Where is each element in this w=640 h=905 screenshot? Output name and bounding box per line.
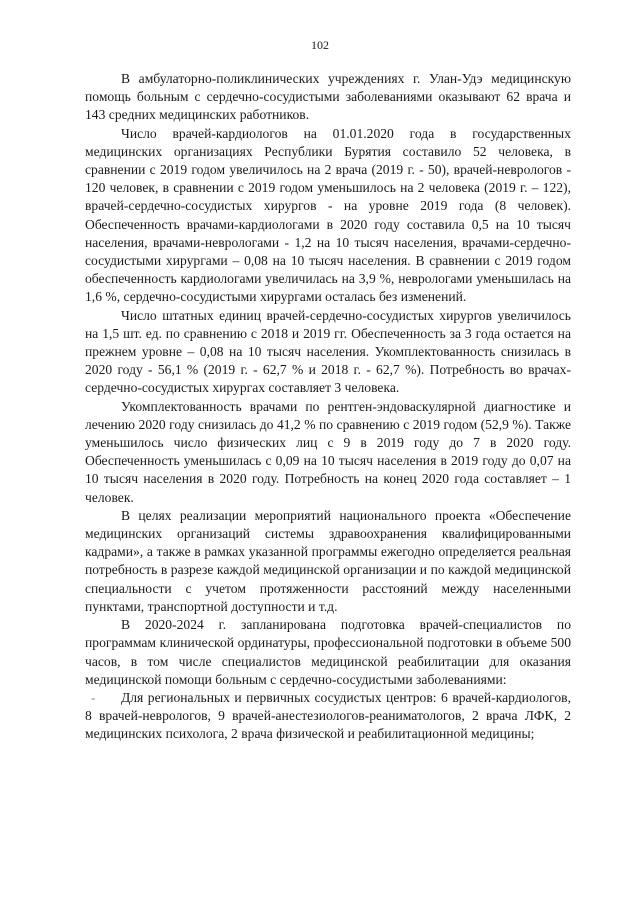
paragraph-training-plan: В 2020-2024 г. запланирована подготовка врачей-специалистов по программам клинической ординатуры, профессиональной подготовки в объеме 500 часов, в том числе специалистов медицинской реабилитации для оказания медицинской помощи больным с сердечно-сосудистыми заболеваниями: <box>85 617 571 687</box>
paragraph-national-project: В целях реализации мероприятий национального проекта «Обеспечение медицинских организаций системы здравоохранения квалифицированными кадрами», а также в рамках указанной программы ежегодно определяется реальная потребность в разрезе каждой медицинской организации и по каждой медицинской специальности с учетом протяженности расстояний между населенными пунктами, транспортной доступности и т.д. <box>85 507 571 614</box>
page-number: 102 <box>311 38 329 52</box>
document-body <box>85 70 571 744</box>
paragraph-cardiologists-count: Число врачей-кардиологов на 01.01.2020 года в государственных медицинских организациях Республики Бурятия составило 52 человека, в сравнении с 2019 годом увеличилось на 2 врача (2019 г. - 50), врачей-неврологов - 120 человек, в сравнении с 2019 годом уменьшилось на 2 человека (2019 г. – 122), врачей-сердечно-сосудистых хирургов - на уровне 2019 года (8 человек). Обеспеченность врачами-кардиологами в 2020 году составила 0,5 на 10 тысяч населения, врачами-неврологами - 1,2 на 10 тысяч населения, врачами-сердечно-сосудистыми хирургами – 0,08 на 10 тысяч населения. В сравнении с 2019 годом обеспеченность кардиологами увеличилась на 3,9 %, неврологами уменьшилась на 1,6 %, сердечно-сосудистыми хирургами осталась без изменений. <box>85 125 571 305</box>
list-item <box>85 689 571 744</box>
list-marker: - <box>91 689 96 705</box>
paragraph-endovascular-staffing: Укомплектованность врачами по рентген-эндоваскулярной диагностике и лечению 2020 году снизилась до 41,2 % по сравнению с 2019 годом (52,9 %). Также уменьшилось число физических лиц с 9 в 2019 году до 7 в 2020 году. Обеспеченность уменьшилась с 0,09 на 10 тысяч населения в 2019 году до 0,07 на 10 тысяч населения в 2020 году. Потребность на конец 2020 года составляет – 1 человек. <box>85 398 571 505</box>
paragraph-outpatient-care: В амбулаторно-поликлинических учреждениях г. Улан-Удэ медицинскую помощь больным с сердечно-сосудистыми заболеваниями оказывают 62 врача и 143 средних медицинских работников. <box>85 71 571 123</box>
list-item-text: Для региональных и первичных сосудистых центров: 6 врачей-кардиологов, 8 врачей-неврологов, 9 врачей-анестезиологов-реаниматологов, 2 врача ЛФК, 2 медицинских психолога, 2 врача физической и реабилитационной медицины; <box>85 689 571 742</box>
paragraph-vascular-surgeons: Число штатных единиц врачей-сердечно-сосудистых хирургов увеличилось на 1,5 шт. ед. по сравнению с 2018 и 2019 гг. Обеспеченность за 3 года остается на прежнем уровне – 0,08 на 10 тысяч населения. Укомплектованность снизилась в 2020 году - 56,1 % (2019 г. - 62,7 % и 2018 г. - 62,7 %). Потребность во врачах-сердечно-сосудистых хирургах составляет 3 человека. <box>85 307 571 396</box>
